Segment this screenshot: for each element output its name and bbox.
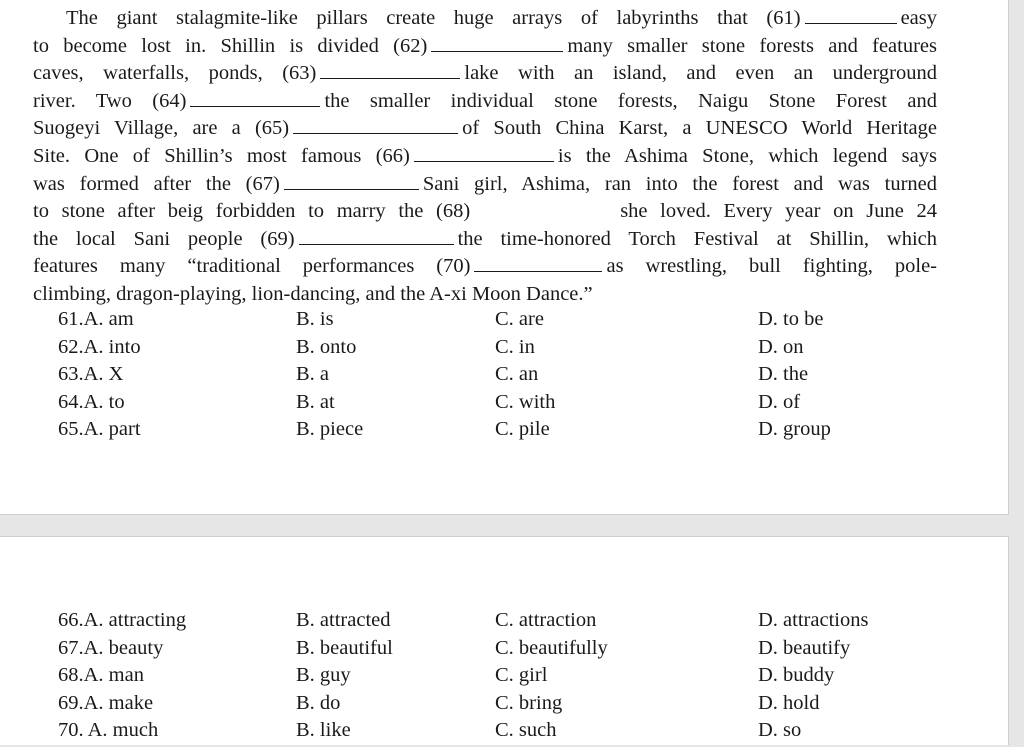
option-a: 69.A. make	[58, 691, 154, 714]
option-a: 63.A. X	[58, 363, 124, 385]
option-c: C. beautifully	[495, 636, 608, 659]
blank-62	[431, 50, 563, 52]
passage-text: features many “traditional performances (70)	[33, 255, 471, 278]
options-list-61-65	[0, 308, 1008, 446]
option-d: D. group	[758, 418, 831, 440]
option-d: D. hold	[758, 691, 820, 714]
option-b: B. beautiful	[296, 636, 393, 659]
passage-text: Sani girl, Ashima, ran into the forest and was turned	[422, 172, 937, 195]
page-bottom	[0, 536, 1009, 745]
question-row-61	[0, 308, 1008, 336]
passage-line	[33, 115, 937, 143]
passage-line	[33, 226, 937, 254]
option-a: 61.A. am	[58, 308, 134, 330]
option-c: C. in	[495, 335, 535, 358]
passage-text: easy	[900, 7, 937, 29]
option-b: B. do	[296, 691, 341, 714]
passage-text: the time-honored Torch Festival at Shillin, which	[457, 227, 937, 250]
passage-text: the smaller individual stone forests, Naigu Stone Forest and	[324, 89, 937, 112]
blank-63	[320, 77, 460, 79]
option-a: 67.A. beauty	[58, 636, 164, 659]
option-b: B. is	[296, 308, 334, 330]
option-a: 66.A. attracting	[58, 609, 187, 631]
question-row-63	[0, 363, 1008, 391]
passage-text: Suogeyi Village, are a (65)	[33, 117, 290, 140]
option-c: C. bring	[495, 691, 563, 714]
blank-65	[293, 132, 458, 134]
passage-line	[33, 253, 937, 281]
question-row-69	[0, 692, 1008, 720]
option-c: C. attraction	[495, 609, 597, 631]
passage-line	[33, 198, 937, 226]
option-b: B. guy	[296, 664, 351, 686]
question-row-64	[0, 391, 1008, 419]
question-row-65	[0, 418, 1008, 446]
option-c: C. with	[495, 390, 556, 413]
options-list-66-70	[0, 609, 1008, 747]
passage-text: many smaller stone forests and features	[567, 34, 937, 57]
option-d: D. so	[758, 719, 802, 741]
passage-text: to become lost in. Shillin is divided (62)	[33, 34, 428, 57]
option-c: C. an	[495, 363, 539, 385]
blank-70	[474, 270, 602, 272]
option-a: 62.A. into	[58, 335, 141, 358]
option-d: D. the	[758, 363, 809, 385]
option-d: D. beautify	[758, 636, 851, 659]
passage-line	[33, 60, 937, 88]
blank-61	[805, 22, 897, 24]
question-row-62	[0, 336, 1008, 364]
passage-text: Site. One of Shillin’s most famous (66)	[33, 144, 410, 167]
passage-line	[33, 5, 937, 33]
passage-text: as wrestling, bull fighting, pole-	[606, 255, 937, 278]
cloze-passage	[33, 5, 937, 309]
option-b: B. like	[296, 719, 351, 741]
blank-66	[414, 160, 554, 162]
passage-text: climbing, dragon-playing, lion-dancing, and the A-xi Moon Dance.”	[33, 282, 593, 305]
option-b: B. piece	[296, 418, 364, 440]
option-d: D. buddy	[758, 664, 835, 686]
passage-text: was formed after the (67)	[33, 172, 280, 195]
option-a: 65.A. part	[58, 418, 141, 440]
passage-line	[33, 171, 937, 199]
option-b: B. a	[296, 363, 330, 385]
passage-text: to stone after beig forbidden to marry the (68)	[33, 200, 471, 223]
option-c: C. such	[495, 719, 557, 741]
blank-69	[299, 243, 454, 245]
question-row-66	[0, 609, 1008, 637]
option-d: D. attractions	[758, 609, 869, 631]
passage-line	[33, 33, 937, 61]
passage-text: is the Ashima Stone, which legend says	[557, 144, 937, 167]
passage-line	[33, 143, 937, 171]
option-b: B. at	[296, 390, 335, 413]
option-b: B. onto	[296, 335, 357, 358]
option-c: C. pile	[495, 418, 550, 440]
option-c: C. are	[495, 308, 544, 330]
passage-text: lake with an island, and even an underground	[464, 62, 937, 85]
passage-line	[33, 281, 937, 309]
passage-text: river. Two (64)	[33, 89, 187, 112]
passage-text: caves, waterfalls, ponds, (63)	[33, 62, 317, 85]
question-row-68	[0, 664, 1008, 692]
blank-67	[284, 188, 419, 190]
option-d: D. of	[758, 390, 801, 413]
option-d: D. on	[758, 335, 804, 358]
passage-line	[33, 88, 937, 116]
option-a: 68.A. man	[58, 664, 144, 686]
option-a: 64.A. to	[58, 390, 125, 413]
passage-text: the local Sani people (69)	[33, 227, 295, 250]
option-a: 70. A. much	[58, 719, 159, 741]
question-row-67	[0, 637, 1008, 665]
blank-64	[190, 105, 320, 107]
question-row-70	[0, 719, 1008, 747]
passage-text: The giant stalagmite-like pillars create huge arrays of labyrinths that (61)	[66, 7, 801, 29]
passage-text: she loved. Every year on June 24	[620, 200, 937, 223]
option-b: B. attracted	[296, 609, 391, 631]
passage-text: of South China Karst, a UNESCO World Heritage	[462, 117, 937, 140]
option-d: D. to be	[758, 308, 824, 330]
option-c: C. girl	[495, 664, 548, 686]
